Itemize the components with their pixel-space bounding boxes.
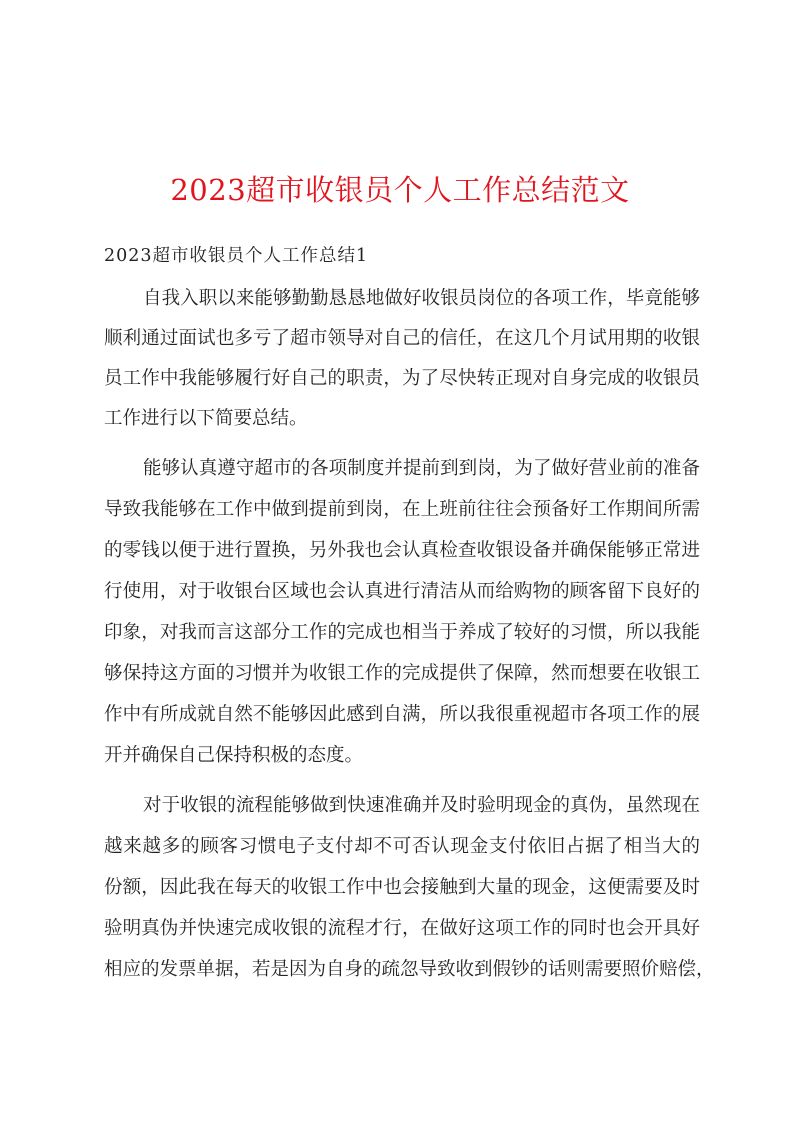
paragraph-1-line-2: 顺利通过面试也多亏了超市领导对自己的信任，在这几个月试用期的收银 bbox=[104, 328, 700, 349]
paragraph-2-line-5: 印象，对我而言这部分工作的完成也相当于养成了较好的习惯，所以我能 bbox=[104, 622, 700, 643]
paragraph-3-line-2: 越来越多的顾客习惯电子支付却不可否认现金支付依旧占据了相当大的 bbox=[104, 836, 700, 857]
document-title: 2023超市收银员个人工作总结范文 bbox=[170, 173, 630, 207]
paragraph-3-line-1: 对于收银的流程能够做到快速准确并及时验明现金的真伪，虽然现在 bbox=[143, 795, 700, 816]
paragraph-1-line-1: 自我入职以来能够勤勤恳恳地做好收银员岗位的各项工作，毕竟能够 bbox=[143, 288, 700, 309]
paragraph-2-line-4: 行使用，对于收银台区域也会认真进行清洁从而给购物的顾客留下良好的 bbox=[104, 581, 700, 602]
paragraph-2-line-2: 导致我能够在工作中做到提前到岗，在上班前往往会预备好工作期间所需 bbox=[104, 499, 700, 520]
paragraph-2-line-8: 开并确保自己保持积极的态度。 bbox=[104, 745, 364, 766]
paragraph-1-line-3: 员工作中我能够履行好自己的职责，为了尽快转正现对自身完成的收银员 bbox=[104, 368, 700, 389]
paragraph-3-line-3: 份额，因此我在每天的收银工作中也会接触到大量的现金，这便需要及时 bbox=[104, 877, 700, 898]
paragraph-3-line-5: 相应的发票单据，若是因为自身的疏忽导致收到假钞的话则需要照价赔偿， bbox=[104, 959, 715, 980]
paragraph-2-line-3: 的零钱以便于进行置换，另外我也会认真检查收银设备并确保能够正常进 bbox=[104, 540, 700, 561]
paragraph-2-line-1: 能够认真遵守超市的各项制度并提前到到岗，为了做好营业前的准备 bbox=[143, 458, 700, 479]
paragraph-2-line-6: 够保持这方面的习惯并为收银工作的完成提供了保障，然而想要在收银工 bbox=[104, 663, 700, 684]
paragraph-2-line-7: 作中有所成就自然不能够因此感到自满，所以我很重视超市各项工作的展 bbox=[104, 704, 700, 725]
paragraph-3-line-4: 验明真伪并快速完成收银的流程才行，在做好这项工作的同时也会开具好 bbox=[104, 918, 700, 939]
section-heading: 2023超市收银员个人工作总结1 bbox=[104, 246, 369, 266]
paragraph-1-line-4: 工作进行以下简要总结。 bbox=[104, 408, 308, 429]
